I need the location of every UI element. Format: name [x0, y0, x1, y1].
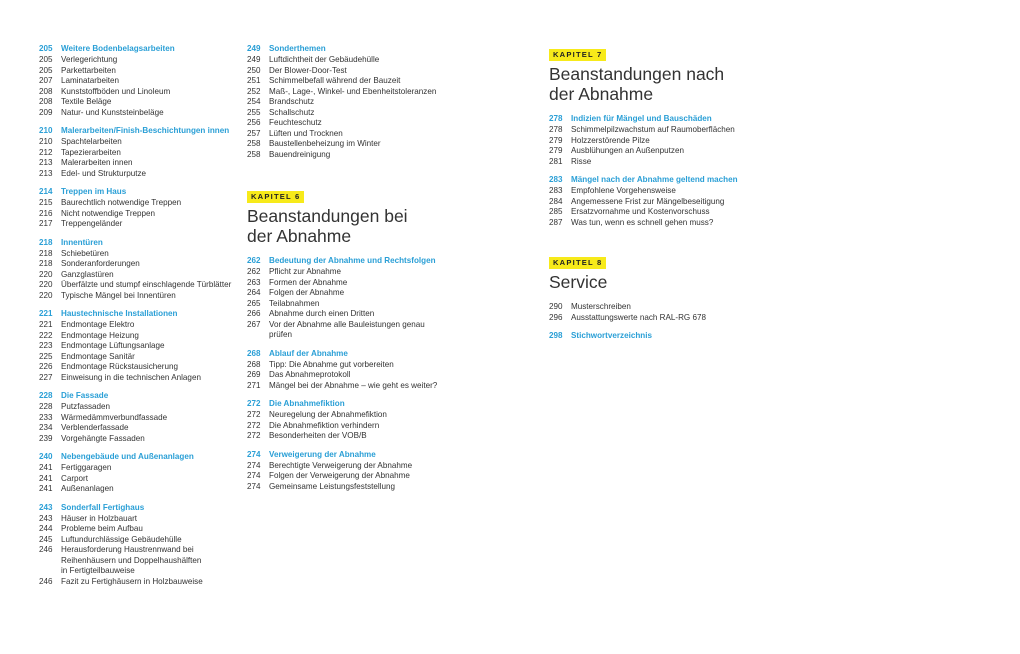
entry-title: Probleme beim Aufbau [61, 524, 143, 533]
entry-page-number: 222 [39, 330, 53, 340]
toc-entry [39, 535, 239, 546]
toc-section [247, 349, 497, 392]
section-title: Die Fassade [61, 391, 109, 400]
entry-title: Außenanlagen [61, 484, 114, 493]
entry-title: Sonderanforderungen [61, 259, 140, 268]
section-title: Indizien für Mängel und Bauschäden [571, 114, 712, 123]
toc-entry [39, 76, 239, 87]
entry-page-number: 279 [549, 135, 563, 145]
entry-page-number: 218 [39, 248, 53, 258]
entry-page-number: 205 [39, 65, 53, 75]
section-heading [247, 256, 497, 267]
section-heading [39, 503, 239, 514]
toc-entry [247, 360, 497, 371]
entry-page-number: 255 [247, 107, 261, 117]
entry-page-number: 208 [39, 97, 53, 106]
entry-title: Endmontage Sanitär [61, 351, 135, 361]
entry-page-number: 223 [39, 341, 53, 350]
toc-entry [247, 309, 497, 320]
toc-entry [39, 158, 239, 169]
toc-entry [39, 352, 239, 363]
toc-entry [39, 331, 239, 342]
entry-page-number: 208 [39, 86, 53, 96]
section-title: Verweigerung der Abnahme [269, 449, 376, 459]
entry-page-number: 272 [247, 431, 261, 440]
entry-title: Ausstattungswerte nach RAL-RG 678 [571, 312, 706, 322]
toc-entry [247, 370, 497, 381]
toc-section [39, 391, 239, 444]
toc-section [39, 126, 239, 179]
toc-entry [247, 97, 497, 108]
entry-page-number: 281 [549, 156, 563, 166]
toc-entry [39, 524, 239, 535]
entry-page-number: 221 [39, 320, 53, 329]
entry-page-number: 267 [247, 319, 261, 329]
section-heading [247, 349, 497, 360]
entry-title-continued: Reihenhäusern und Doppelhaushälften [61, 555, 202, 565]
entry-page-number: 212 [39, 147, 53, 157]
chapter-8-header [549, 252, 779, 292]
entry-title: Abnahme durch einen Dritten [269, 309, 375, 318]
toc-entry [39, 209, 239, 220]
entry-page-number: 268 [247, 359, 261, 369]
entry-title: Überfälzte und stumpf einschlagende Türblätter [61, 280, 232, 289]
section-title: Treppen im Haus [61, 187, 127, 196]
toc-entry [247, 278, 497, 289]
toc-entry [39, 320, 239, 331]
entry-page-number: 241 [39, 473, 53, 483]
entry-title: Endmontage Rückstausicherung [61, 362, 178, 371]
entry-title: Maß-, Lage-, Winkel- und Ebenheitstoleranzen [269, 86, 437, 96]
entry-title: Schimmelpilzwachstum auf Raumoberflächen [571, 125, 735, 134]
toc-entry [39, 413, 239, 424]
entry-page-number: 228 [39, 402, 53, 411]
section-page-number: 243 [39, 502, 53, 512]
toc-entry [39, 280, 239, 291]
entry-page-number: 283 [549, 186, 563, 195]
section-title: Nebengebäude und Außenanlagen [61, 452, 194, 461]
toc-entry [39, 463, 239, 474]
entry-page-number: 220 [39, 290, 53, 300]
toc-section [549, 175, 779, 228]
toc-entry [247, 299, 497, 310]
section-title: Sonderfall Fertighaus [61, 502, 145, 512]
entry-page-number: 279 [549, 146, 563, 155]
entry-title: Der Blower-Door-Test [269, 65, 347, 75]
toc-section [39, 503, 239, 588]
section-page-number: 210 [39, 126, 53, 135]
entry-page-number: 262 [247, 267, 261, 276]
entry-page-number: 239 [39, 433, 53, 443]
entry-title: Typische Mängel bei Innentüren [61, 290, 176, 300]
toc-entry [549, 157, 779, 168]
toc-entry [39, 291, 239, 302]
entry-title: Vorgehängte Fassaden [61, 433, 145, 443]
chapter-7-header [549, 44, 779, 104]
entry-page-number: 215 [39, 198, 53, 207]
toc-entry [247, 381, 497, 392]
entry-title: Kunststoffböden und Linoleum [61, 86, 171, 96]
entry-page-number: 246 [39, 576, 53, 586]
entry-page-number: 209 [39, 107, 53, 117]
entry-title: Mängel bei der Abnahme – wie geht es weiter? [269, 380, 438, 390]
section-page-number: 283 [549, 175, 563, 184]
entry-title: Fazit zu Fertighäusern in Holzbauweise [61, 576, 203, 586]
section-page-number: 249 [247, 44, 261, 53]
toc-entry [39, 514, 239, 525]
toc-section [39, 452, 239, 495]
toc-entry [39, 341, 239, 352]
toc-entry [39, 434, 239, 445]
toc-entry [39, 423, 239, 434]
section-title: Haustechnische Installationen [61, 309, 178, 318]
section-page-number: 205 [39, 44, 53, 53]
entry-title: Risse [571, 156, 592, 166]
entry-page-number: 258 [247, 139, 261, 148]
entry-page-number: 241 [39, 463, 53, 472]
section-page-number: 298 [549, 331, 563, 340]
entry-page-number: 252 [247, 86, 261, 96]
section-heading [39, 452, 239, 463]
entry-title-continued: in Fertigteilbauweise [61, 566, 135, 575]
chapter-6-header [247, 186, 497, 246]
toc-section [549, 114, 779, 167]
entry-page-number: 264 [247, 288, 261, 297]
entry-title: Luftundurchlässige Gebäudehülle [61, 534, 182, 544]
entry-title: Herausforderung Haustrennwand bei [61, 545, 194, 554]
toc-entry [247, 421, 497, 432]
entry-title: Gemeinsame Leistungsfeststellung [269, 481, 395, 491]
toc-section [39, 238, 239, 302]
section-page-number: 272 [247, 399, 261, 408]
entry-page-number: 265 [247, 298, 261, 308]
entry-title: Natur- und Kunststeinbeläge [61, 107, 164, 117]
toc-entry [247, 118, 497, 129]
entry-page-number: 274 [247, 460, 261, 470]
section-title: Bedeutung der Abnahme und Rechtsfolgen [269, 256, 436, 265]
entry-title: Laminatarbeiten [61, 76, 120, 85]
entry-page-number: 210 [39, 137, 53, 146]
section-heading [247, 399, 497, 410]
entry-title: Endmontage Elektro [61, 320, 135, 329]
toc-entry [247, 66, 497, 77]
toc-entry [39, 373, 239, 384]
entry-page-number: 220 [39, 269, 53, 279]
entry-page-number: 290 [549, 302, 563, 311]
entry-title: Malerarbeiten innen [61, 158, 133, 167]
entry-title: Vor der Abnahme alle Bauleistungen genau [269, 319, 425, 329]
entry-page-number: 266 [247, 309, 261, 318]
toc-entry [247, 150, 497, 161]
entry-title: Tipp: Die Abnahme gut vorbereiten [269, 359, 394, 369]
toc-entry [39, 219, 239, 230]
entry-page-number: 250 [247, 65, 261, 75]
entry-title: Was tun, wenn es schnell gehen muss? [571, 217, 714, 227]
entry-title: Pflicht zur Abnahme [269, 267, 341, 276]
entry-page-number: 227 [39, 372, 53, 382]
entry-title: Baurechtlich notwendige Treppen [61, 198, 182, 207]
section-heading [39, 391, 239, 402]
entry-page-number: 218 [39, 259, 53, 268]
section-heading [39, 187, 239, 198]
toc-entry [247, 320, 497, 331]
entry-page-number: 243 [39, 513, 53, 523]
toc-entry [39, 148, 239, 159]
entry-title: Ausblühungen an Außenputzen [571, 146, 684, 155]
toc-entry [247, 471, 497, 482]
entry-page-number: 213 [39, 168, 53, 178]
entry-title: Teilabnahmen [269, 298, 320, 308]
entry-title: Folgen der Abnahme [269, 288, 345, 297]
toc-section [549, 302, 779, 323]
toc-entry [39, 270, 239, 281]
entry-title: Endmontage Heizung [61, 330, 139, 340]
toc-entry [549, 136, 779, 147]
entry-page-number: 207 [39, 76, 53, 85]
entry-title: Folgen der Verweigerung der Abnahme [269, 471, 410, 480]
entry-page-number: 245 [39, 534, 53, 544]
entry-title: Brandschutz [269, 97, 314, 106]
toc-entry [39, 474, 239, 485]
entry-title: Tapezierarbeiten [61, 147, 121, 157]
chapter-7-title: Beanstandungen nach der Abnahme [549, 64, 725, 104]
entry-page-number: 263 [247, 277, 261, 287]
toc-section [247, 256, 497, 341]
toc-entry [39, 249, 239, 260]
entry-title: Verblenderfassade [61, 423, 129, 432]
entry-title: Besonderheiten der VOB/B [269, 431, 367, 440]
toc-entry [39, 55, 239, 66]
section-heading [39, 309, 239, 320]
toc-entry [549, 218, 779, 229]
entry-title: Schimmelbefall während der Bauzeit [269, 76, 401, 85]
entry-page-number: 234 [39, 423, 53, 432]
section-page-number: 214 [39, 187, 53, 196]
section-page-number: 221 [39, 309, 53, 318]
entry-page-number: 274 [247, 481, 261, 491]
entry-page-number: 216 [39, 208, 53, 218]
toc-entry [247, 267, 497, 278]
section-heading [39, 44, 239, 55]
toc-entry [247, 108, 497, 119]
entry-page-number: 257 [247, 128, 261, 138]
section-heading [549, 114, 779, 125]
entry-title: Ersatzvornahme und Kostenvorschuss [571, 207, 710, 216]
section-title: Sonderthemen [269, 44, 326, 53]
toc-entry [39, 259, 239, 270]
section-page-number: 262 [247, 256, 261, 265]
section-title: Die Abnahmefiktion [269, 399, 345, 408]
toc-section [39, 187, 239, 230]
chapter-6-label: KAPITEL 6 [247, 191, 304, 203]
entry-title: Baustellenbeheizung im Winter [269, 139, 381, 148]
toc-entry [247, 431, 497, 442]
entry-title: Schiebetüren [61, 248, 109, 258]
toc-entry [39, 87, 239, 98]
entry-title: Berechtigte Verweigerung der Abnahme [269, 460, 413, 470]
toc-entry [39, 137, 239, 148]
entry-title: Luftdichtheit der Gebäudehülle [269, 55, 380, 64]
toc-entry [247, 55, 497, 66]
entry-page-number: 226 [39, 362, 53, 371]
entry-title: Ganzglastüren [61, 269, 114, 279]
section-title: Stichwortverzeichnis [571, 331, 652, 340]
toc-entry [549, 302, 779, 313]
entry-page-number: 241 [39, 484, 53, 493]
entry-page-number: 269 [247, 370, 261, 379]
toc-entry [549, 146, 779, 157]
toc-section [549, 331, 779, 342]
toc-column-2 [247, 44, 497, 500]
entry-page-number: 278 [549, 125, 563, 134]
entry-page-number: 244 [39, 524, 53, 533]
section-heading [549, 175, 779, 186]
entry-page-number: 251 [247, 76, 261, 85]
section-heading [247, 450, 497, 461]
toc-column-3 [549, 44, 779, 350]
entry-title: Verlegerichtung [61, 55, 118, 64]
entry-page-number: 217 [39, 219, 53, 228]
toc-entry [247, 129, 497, 140]
entry-title: Formen der Abnahme [269, 277, 348, 287]
entry-page-number: 205 [39, 55, 53, 64]
toc-entry [247, 76, 497, 87]
toc-entry [549, 313, 779, 324]
toc-section [247, 44, 497, 160]
toc-entry [247, 139, 497, 150]
toc-entry [247, 87, 497, 98]
section-heading [39, 238, 239, 249]
entry-page-number: 284 [549, 196, 563, 206]
section-heading [549, 331, 779, 342]
entry-title: Nicht notwendige Treppen [61, 208, 156, 218]
section-title: Innentüren [61, 237, 103, 247]
entry-page-number: 272 [247, 420, 261, 430]
toc-section [39, 44, 239, 118]
entry-title: Putzfassaden [61, 402, 111, 411]
entry-page-number: 287 [549, 217, 563, 227]
entry-page-number: 220 [39, 280, 53, 289]
entry-title: Wärmedämmverbundfassade [61, 412, 168, 422]
section-title: Ablauf der Abnahme [269, 348, 348, 358]
toc-entry [247, 461, 497, 472]
entry-title: Lüften und Trocknen [269, 128, 343, 138]
chapter-7-label: KAPITEL 7 [549, 49, 606, 61]
toc-entry [549, 207, 779, 218]
section-page-number: 278 [549, 114, 563, 123]
toc-entry [549, 125, 779, 136]
entry-title: Das Abnahmeprotokoll [269, 370, 351, 379]
section-title: Mängel nach der Abnahme geltend machen [571, 175, 738, 184]
entry-page-number: 256 [247, 118, 261, 127]
section-page-number: 218 [39, 237, 53, 247]
toc-section [247, 399, 497, 442]
entry-title: Holzzerstörende Pilze [571, 135, 650, 145]
entry-title-continued: prüfen [269, 330, 292, 339]
entry-title: Treppengeländer [61, 219, 123, 228]
entry-title: Edel- und Strukturputze [61, 168, 147, 178]
chapter-6-title: Beanstandungen bei der Abnahme [247, 206, 408, 246]
entry-page-number: 271 [247, 380, 261, 390]
entry-page-number: 246 [39, 545, 53, 554]
entry-page-number: 225 [39, 351, 53, 361]
toc-column-1 [39, 44, 239, 595]
chapter-8-label: KAPITEL 8 [549, 257, 606, 269]
chapter-8-title: Service [549, 272, 608, 292]
toc-entry [39, 545, 239, 556]
entry-title: Parkettarbeiten [61, 65, 116, 75]
entry-page-number: 272 [247, 410, 261, 419]
entry-page-number: 258 [247, 149, 261, 159]
toc-entry [39, 97, 239, 108]
entry-page-number: 296 [549, 312, 563, 322]
entry-title: Die Abnahmefiktion verhindern [269, 420, 380, 430]
section-heading [39, 126, 239, 137]
toc-entry [39, 108, 239, 119]
section-title: Malerarbeiten/Finish-Beschichtungen innen [61, 126, 230, 135]
toc-entry [549, 197, 779, 208]
toc-entry [247, 288, 497, 299]
section-heading [247, 44, 497, 55]
entry-title: Einweisung in die technischen Anlagen [61, 372, 201, 382]
entry-title: Fertiggaragen [61, 463, 112, 472]
section-page-number: 228 [39, 391, 53, 400]
section-title: Weitere Bodenbelagsarbeiten [61, 44, 175, 53]
section-page-number: 268 [247, 348, 261, 358]
toc-entry [39, 66, 239, 77]
entry-title: Feuchteschutz [269, 118, 322, 127]
entry-page-number: 285 [549, 207, 563, 216]
toc-entry [39, 198, 239, 209]
entry-page-number: 254 [247, 97, 261, 106]
entry-title: Schallschutz [269, 107, 315, 117]
entry-title: Textile Beläge [61, 97, 112, 106]
entry-title: Angemessene Frist zur Mängelbeseitigung [571, 196, 725, 206]
toc-entry [39, 169, 239, 180]
entry-title: Musterschreiben [571, 302, 631, 311]
toc-entry [39, 362, 239, 373]
entry-title: Endmontage Lüftungsanlage [61, 341, 165, 350]
entry-page-number: 233 [39, 412, 53, 422]
toc-entry [39, 484, 239, 495]
entry-page-number: 213 [39, 158, 53, 167]
entry-title: Neuregelung der Abnahmefiktion [269, 410, 387, 419]
entry-title: Häuser in Holzbauart [61, 513, 138, 523]
toc-entry [39, 577, 239, 588]
toc-entry [247, 482, 497, 493]
section-page-number: 240 [39, 452, 53, 461]
toc-entry [549, 186, 779, 197]
toc-section [39, 309, 239, 383]
entry-page-number: 249 [247, 55, 261, 64]
toc-entry [247, 410, 497, 421]
entry-title: Empfohlene Vorgehensweise [571, 186, 676, 195]
section-page-number: 274 [247, 449, 261, 459]
entry-title: Carport [61, 473, 88, 483]
entry-title: Bauendreinigung [269, 149, 331, 159]
entry-title: Spachtelarbeiten [61, 137, 122, 146]
toc-section [247, 450, 497, 493]
toc-entry [39, 402, 239, 413]
entry-page-number: 274 [247, 471, 261, 480]
